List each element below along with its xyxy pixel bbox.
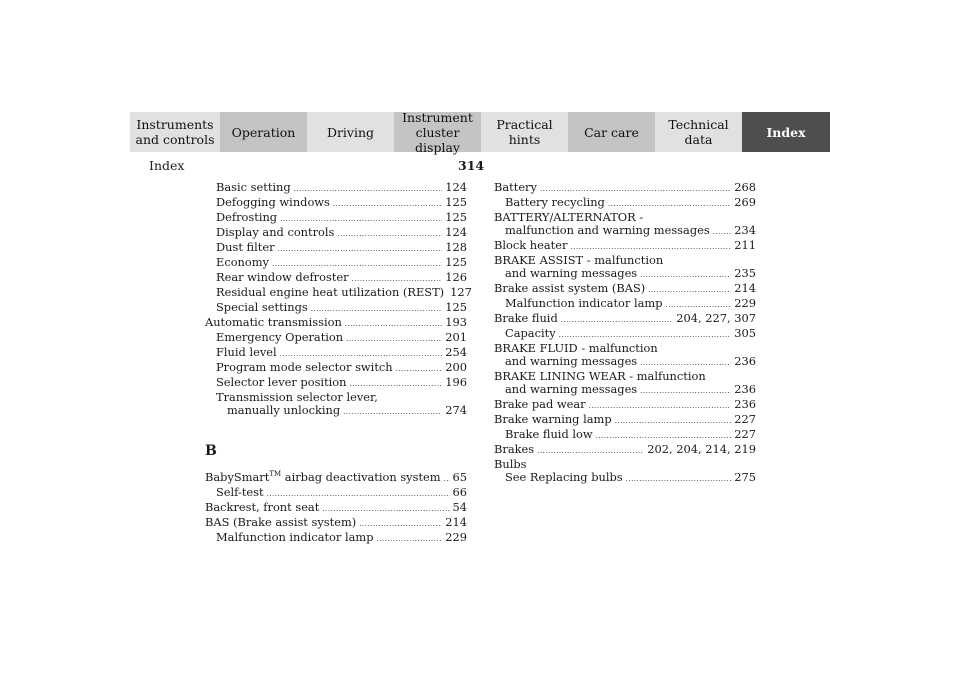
- tab-label: Practical hints: [496, 117, 553, 147]
- trademark-superscript: TM: [269, 470, 282, 479]
- tab-label: Instruments and controls: [135, 117, 215, 147]
- index-entry[interactable]: [205, 256, 467, 271]
- index-entry[interactable]: [205, 346, 467, 361]
- index-entry[interactable]: [205, 181, 467, 196]
- index-page-ref[interactable]: 125: [445, 300, 467, 314]
- index-page-ref[interactable]: 214: [445, 515, 467, 529]
- index-entry[interactable]: [494, 443, 756, 458]
- tab-label: Operation: [231, 124, 296, 140]
- index-page-ref[interactable]: 236: [734, 354, 756, 368]
- index-entry[interactable]: [205, 301, 467, 316]
- index-entry-term: [205, 501, 319, 514]
- index-entry-term: [505, 196, 605, 209]
- index-page-ref[interactable]: 202, 204, 214, 219: [647, 442, 756, 456]
- index-entry-term: [494, 443, 534, 456]
- index-term-text: Battery recycling: [505, 195, 605, 209]
- index-entry-term: [505, 428, 593, 441]
- index-term-text: Capacity: [505, 326, 556, 340]
- index-entry-heading-line: BATTERY/ALTERNATOR -: [494, 210, 644, 224]
- index-term-text: Block heater: [494, 238, 568, 252]
- index-entry[interactable]: [205, 241, 467, 256]
- index-entry[interactable]: [205, 471, 467, 486]
- index-entry-heading-line: BRAKE ASSIST - malfunction: [494, 253, 664, 267]
- index-entry[interactable]: [494, 370, 756, 398]
- index-term-text: Defogging windows: [216, 195, 330, 209]
- dot-leader: [343, 406, 442, 419]
- dot-leader: [346, 333, 442, 346]
- tab-label: Car care: [584, 124, 639, 140]
- index-page-ref[interactable]: 65: [452, 470, 467, 484]
- index-term-text: Rear window defroster: [216, 270, 349, 284]
- dot-leader: [615, 415, 732, 428]
- index-entry-term: [216, 226, 334, 239]
- index-term-text: See Replacing bulbs: [505, 470, 623, 484]
- index-page-ref[interactable]: 236: [734, 382, 756, 396]
- index-group-a: [205, 180, 472, 419]
- index-entry-term: [505, 383, 637, 396]
- index-entry[interactable]: [494, 398, 756, 413]
- index-term-text: BabySmart: [205, 470, 270, 484]
- index-term-text: Basic setting: [216, 180, 291, 194]
- index-entry-term: [227, 404, 340, 417]
- index-entry-term: [216, 531, 374, 544]
- index-page-ref[interactable]: 125: [445, 255, 467, 269]
- index-page-ref[interactable]: 227: [734, 427, 756, 441]
- index-page-ref[interactable]: 234: [734, 223, 756, 237]
- index-term-text: and warning messages: [505, 354, 638, 368]
- index-entry-term: [216, 346, 277, 359]
- index-term-text: Malfunction indicator lamp: [505, 296, 663, 310]
- index-entry-term: [494, 282, 645, 295]
- index-term-text: Fluid level: [216, 345, 277, 359]
- index-term-text: Battery: [494, 180, 537, 194]
- index-entry[interactable]: [205, 316, 467, 331]
- index-entry-heading-line: BRAKE FLUID - malfunction: [494, 341, 658, 355]
- index-entry-term: [505, 471, 623, 484]
- index-entry-term: [205, 516, 356, 529]
- index-page-ref[interactable]: 275: [734, 470, 756, 484]
- index-term-text: Self-test: [216, 485, 264, 499]
- index-entry-term: [205, 471, 441, 484]
- index-entry-heading-line: Bulbs: [494, 457, 527, 471]
- dot-leader: [444, 473, 450, 486]
- index-entry[interactable]: [494, 297, 756, 312]
- dot-leader: [396, 363, 443, 376]
- index-entry[interactable]: [205, 516, 467, 531]
- index-page-ref[interactable]: 124: [445, 180, 467, 194]
- tab-instruments-and-controls[interactable]: [130, 112, 220, 152]
- index-page-ref[interactable]: 274: [445, 403, 467, 417]
- dot-leader: [626, 473, 732, 486]
- index-entry-term: [505, 224, 710, 237]
- index-entry[interactable]: [205, 486, 467, 501]
- index-entry[interactable]: [205, 361, 467, 376]
- index-term-text: Residual engine heat utilization (REST): [216, 285, 445, 299]
- index-page-ref[interactable]: 229: [734, 296, 756, 310]
- tab-label: Driving: [326, 124, 375, 140]
- index-page-ref[interactable]: 201: [445, 330, 467, 344]
- index-term-text: Special settings: [216, 300, 308, 314]
- index-entry[interactable]: [494, 254, 756, 282]
- index-entry-term: [216, 361, 393, 374]
- index-page-ref[interactable]: 124: [445, 225, 467, 239]
- index-entry[interactable]: [205, 285, 472, 301]
- index-term-suffix: airbag deactivation system: [281, 470, 441, 484]
- index-entry-term: [494, 413, 612, 426]
- index-entry-term: [505, 327, 556, 340]
- index-entry[interactable]: [494, 239, 756, 254]
- tab-driving[interactable]: [307, 112, 394, 152]
- index-entry[interactable]: [205, 391, 467, 419]
- index-page-ref[interactable]: 200: [445, 360, 467, 374]
- index-term-text: Brake assist system (BAS): [494, 281, 646, 295]
- index-entry[interactable]: [205, 226, 467, 241]
- tab-operation[interactable]: [220, 112, 307, 152]
- index-page-ref[interactable]: 236: [734, 397, 756, 411]
- tab-car-care[interactable]: [568, 112, 655, 152]
- section-heading: Index: [149, 158, 185, 173]
- dot-leader: [377, 533, 443, 546]
- index-page-ref[interactable]: 196: [445, 375, 467, 389]
- index-entry-term: [216, 331, 343, 344]
- index-term-text: Brake fluid: [494, 311, 558, 325]
- index-page-ref[interactable]: 125: [445, 195, 467, 209]
- index-term-text: malfunction and warning messages: [505, 223, 710, 237]
- index-term-text: Selector lever position: [216, 375, 347, 389]
- index-page-ref[interactable]: 305: [734, 326, 756, 340]
- index-entry[interactable]: [494, 312, 756, 327]
- index-entry[interactable]: [205, 501, 467, 516]
- index-entry[interactable]: [205, 211, 467, 226]
- index-entry[interactable]: [494, 196, 756, 211]
- index-entry-term: [216, 486, 264, 499]
- index-entry[interactable]: [494, 211, 756, 239]
- index-entry[interactable]: [205, 331, 467, 346]
- index-entry-term: [216, 241, 275, 254]
- index-entry[interactable]: [494, 327, 756, 342]
- dot-leader: [537, 445, 644, 458]
- index-entry[interactable]: [494, 342, 756, 370]
- tab-label: Instrument cluster display: [402, 109, 473, 155]
- index-entry-term: [216, 376, 347, 389]
- index-term-text: Automatic transmission: [205, 315, 342, 329]
- index-term-text: Emergency Operation: [216, 330, 344, 344]
- index-page-ref[interactable]: 211: [734, 238, 756, 252]
- index-term-text: Brake fluid low: [505, 427, 593, 441]
- index-term-text: Brake pad wear: [494, 397, 586, 411]
- tab-technical-data[interactable]: [655, 112, 742, 152]
- index-entry-heading-line: Transmission selector lever,: [216, 390, 378, 404]
- index-entry-term: [216, 256, 269, 269]
- tab-practical-hints[interactable]: [481, 112, 568, 152]
- index-entry[interactable]: [494, 181, 756, 196]
- index-entry[interactable]: [494, 413, 756, 428]
- index-letter-heading: B: [205, 443, 217, 459]
- index-page-ref[interactable]: 269: [734, 195, 756, 209]
- index-term-text: manually unlocking: [227, 403, 341, 417]
- index-entry-term: [216, 301, 308, 314]
- index-entry[interactable]: [205, 271, 467, 286]
- page-number: 314: [458, 158, 485, 173]
- index-entry[interactable]: [494, 458, 756, 486]
- index-entry-term: [494, 181, 537, 194]
- index-group-b: [205, 471, 467, 546]
- index-entry-term: [505, 297, 663, 310]
- index-entry-term: [505, 355, 637, 368]
- index-page-ref[interactable]: 54: [452, 500, 467, 514]
- dot-leader: [640, 385, 731, 398]
- index-term-text: Backrest, front seat: [205, 500, 320, 514]
- index-column-left: [205, 180, 472, 546]
- index-page-ref[interactable]: 254: [445, 345, 467, 359]
- index-page-ref[interactable]: 128: [445, 240, 467, 254]
- index-term-text: Dust filter: [216, 240, 275, 254]
- index-entry[interactable]: [494, 428, 756, 443]
- index-entry-term: [494, 398, 586, 411]
- index-entry[interactable]: [205, 531, 467, 546]
- dot-leader: [278, 243, 443, 256]
- index-column-right: [494, 181, 756, 486]
- index-term-text: Malfunction indicator lamp: [216, 530, 374, 544]
- index-entry-term: [216, 286, 444, 299]
- tab-label: Index: [766, 124, 806, 140]
- section-tab-bar: [130, 109, 830, 155]
- index-entry-term: [505, 267, 637, 280]
- index-page-ref[interactable]: 235: [734, 266, 756, 280]
- index-term-text: Defrosting: [216, 210, 278, 224]
- dot-leader: [713, 226, 732, 239]
- index-entry[interactable]: [494, 282, 756, 297]
- index-entry[interactable]: [205, 376, 467, 391]
- index-term-text: Brakes: [494, 442, 535, 456]
- index-term-text: and warning messages: [505, 266, 638, 280]
- index-term-text: Program mode selector switch: [216, 360, 393, 374]
- tab-instrument-cluster-display[interactable]: [394, 109, 481, 155]
- index-page-ref[interactable]: 229: [445, 530, 467, 544]
- index-term-text: and warning messages: [505, 382, 638, 396]
- index-entry-term: [216, 271, 349, 284]
- index-page-ref[interactable]: 125: [445, 210, 467, 224]
- index-entry-heading-line: BRAKE LINING WEAR - malfunction: [494, 369, 706, 383]
- index-page-ref[interactable]: 126: [445, 270, 467, 284]
- dot-leader: [640, 269, 731, 282]
- dot-leader: [345, 318, 442, 331]
- index-page-ref[interactable]: 268: [734, 180, 756, 194]
- index-entry-term: [216, 196, 330, 209]
- index-group-b-continued: [494, 181, 756, 486]
- dot-leader: [337, 228, 442, 241]
- index-page-ref[interactable]: 193: [445, 315, 467, 329]
- index-page-ref[interactable]: 66: [452, 485, 467, 499]
- index-term-text: Economy: [216, 255, 269, 269]
- index-entry-term: [216, 181, 291, 194]
- index-page-ref[interactable]: 214: [734, 281, 756, 295]
- index-page-ref[interactable]: 204, 227, 307: [676, 311, 756, 325]
- tab-label: Technical data: [668, 117, 729, 147]
- index-page-ref[interactable]: 227: [734, 412, 756, 426]
- tab-index[interactable]: [742, 112, 830, 152]
- index-entry-term: [494, 312, 558, 325]
- index-term-text: Display and controls: [216, 225, 335, 239]
- index-term-text: Brake warning lamp: [494, 412, 612, 426]
- index-entry-term: [216, 211, 277, 224]
- index-entry[interactable]: [205, 196, 467, 211]
- dot-leader: [561, 314, 674, 327]
- index-term-text: BAS (Brake assist system): [205, 515, 357, 529]
- index-entry-term: [494, 239, 567, 252]
- dot-leader: [333, 198, 442, 211]
- index-entry-term: [205, 316, 342, 329]
- index-page-ref[interactable]: 127: [450, 285, 472, 299]
